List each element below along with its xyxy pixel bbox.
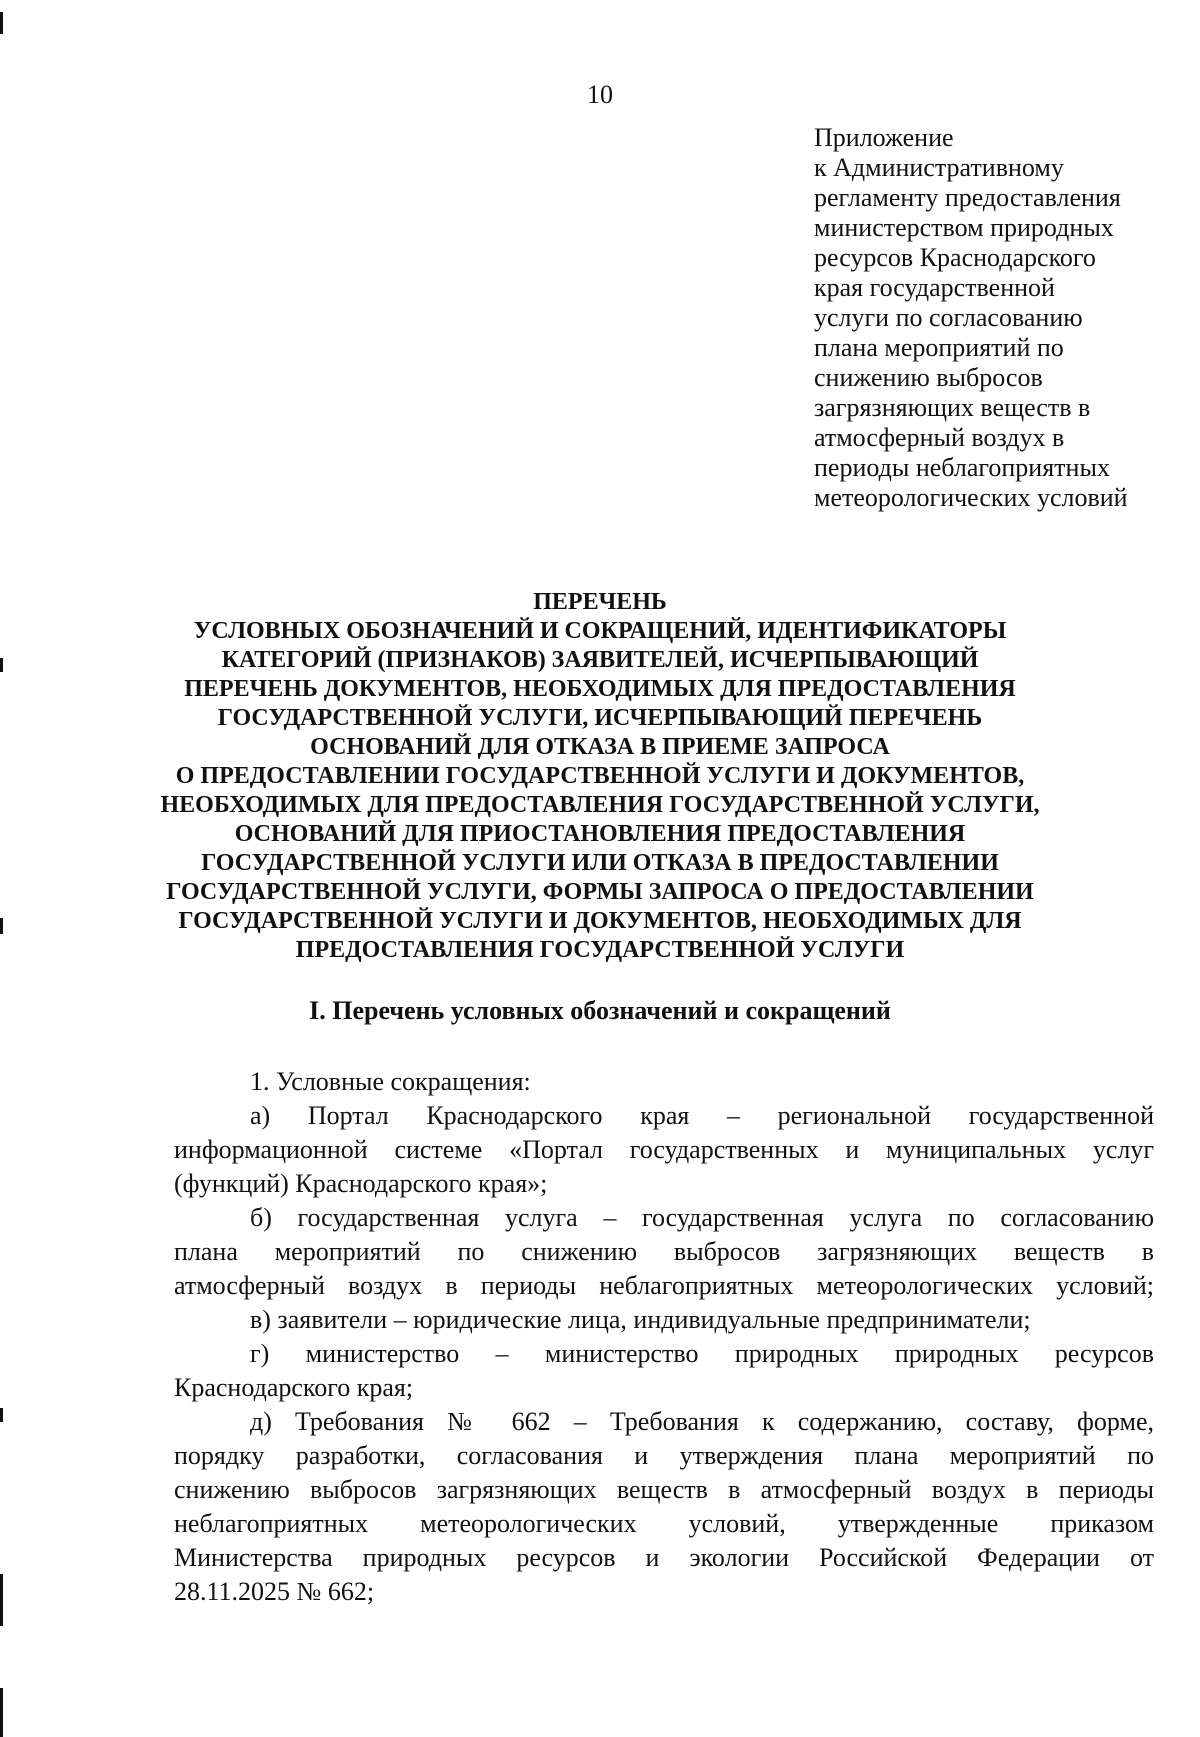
title-line: ПЕРЕЧЕНЬ ДОКУМЕНТОВ, НЕОБХОДИМЫХ ДЛЯ ПРЕДОСТАВЛЕНИЯ — [184, 676, 1016, 702]
appendix-line: ресурсов Краснодарского — [814, 243, 1096, 272]
paragraph-line: д) Требования № 662 – Требования к содержанию, составу, форме, — [250, 1407, 1154, 1436]
appendix-line: министерством природных — [814, 213, 1114, 242]
title-line: ОСНОВАНИЙ ДЛЯ ОТКАЗА В ПРИЕМЕ ЗАПРОСА — [310, 734, 890, 760]
scan-edge-mark — [0, 1574, 3, 1626]
paragraph-line: 1. Условные сокращения: — [250, 1067, 531, 1096]
scan-edge-mark — [0, 918, 3, 934]
title-line: ГОСУДАРСТВЕННОЙ УСЛУГИ, ФОРМЫ ЗАПРОСА О ПРЕДОСТАВЛЕНИИ — [166, 879, 1034, 905]
scan-edge-mark — [0, 1688, 3, 1737]
paragraph-line: г) министерство – министерство природных природных ресурсов — [250, 1339, 1154, 1368]
appendix-line: загрязняющих веществ в — [814, 393, 1091, 422]
paragraph-line: Краснодарского края; — [174, 1373, 414, 1402]
paragraph-line: в) заявители – юридические лица, индивидуальные предприниматели; — [250, 1305, 1031, 1334]
appendix-line: регламенту предоставления — [814, 183, 1121, 212]
paragraph-line: атмосферный воздух в периоды неблагоприятных метеорологических условий; — [174, 1271, 1154, 1300]
scan-edge-mark — [0, 1408, 3, 1422]
paragraph-line: а) Портал Краснодарского края – региональной государственной — [250, 1101, 1154, 1130]
scan-edge-mark — [0, 658, 3, 672]
appendix-line: к Административному — [814, 153, 1064, 182]
appendix-block — [814, 123, 1194, 513]
paragraph-line: плана мероприятий по снижению выбросов загрязняющих веществ в — [174, 1237, 1154, 1266]
appendix-line: плана мероприятий по — [814, 333, 1064, 362]
body-text — [174, 1065, 1154, 1609]
title-line: ГОСУДАРСТВЕННОЙ УСЛУГИ И ДОКУМЕНТОВ, НЕОБХОДИМЫХ ДЛЯ — [178, 908, 1022, 934]
appendix-line: атмосферный воздух в — [814, 423, 1065, 452]
paragraph-line: Министерства природных ресурсов и экологии Российской Федерации от — [174, 1543, 1154, 1572]
title-line: ПЕРЕЧЕНЬ — [533, 589, 667, 615]
paragraph-line: порядку разработки, согласования и утверждения плана мероприятий по — [174, 1441, 1154, 1470]
title-line: НЕОБХОДИМЫХ ДЛЯ ПРЕДОСТАВЛЕНИЯ ГОСУДАРСТВЕННОЙ УСЛУГИ, — [160, 792, 1040, 818]
title-line: ГОСУДАРСТВЕННОЙ УСЛУГИ ИЛИ ОТКАЗА В ПРЕДОСТАВЛЕНИИ — [201, 850, 999, 876]
title-line: ГОСУДАРСТВЕННОЙ УСЛУГИ, ИСЧЕРПЫВАЮЩИЙ ПЕРЕЧЕНЬ — [217, 705, 983, 731]
paragraph-line: информационной системе «Портал государственных и муниципальных услуг — [174, 1135, 1154, 1164]
page-number: 10 — [587, 80, 613, 109]
appendix-line: края государственной — [814, 273, 1055, 302]
document-title — [100, 588, 1100, 965]
title-line: КАТЕГОРИЙ (ПРИЗНАКОВ) ЗАЯВИТЕЛЕЙ, ИСЧЕРПЫВАЮЩИЙ — [221, 647, 979, 673]
scan-edge-mark — [0, 12, 3, 34]
paragraph-line: (функций) Краснодарского края»; — [174, 1169, 548, 1198]
appendix-line: метеорологических условий — [814, 483, 1128, 512]
appendix-line: снижению выбросов — [814, 363, 1043, 392]
paragraph-line: 28.11.2025 № 662; — [174, 1577, 375, 1606]
title-line: О ПРЕДОСТАВЛЕНИИ ГОСУДАРСТВЕННОЙ УСЛУГИ И ДОКУМЕНТОВ, — [175, 763, 1025, 789]
appendix-line: услуги по согласованию — [814, 303, 1083, 332]
appendix-line: Приложение — [814, 123, 954, 152]
title-line: УСЛОВНЫХ ОБОЗНАЧЕНИЙ И СОКРАЩЕНИЙ, ИДЕНТИФИКАТОРЫ — [193, 618, 1007, 644]
title-line: ОСНОВАНИЙ ДЛЯ ПРИОСТАНОВЛЕНИЯ ПРЕДОСТАВЛЕНИЯ — [234, 821, 966, 847]
title-line: ПРЕДОСТАВЛЕНИЯ ГОСУДАРСТВЕННОЙ УСЛУГИ — [295, 937, 905, 963]
section-heading: I. Перечень условных обозначений и сокращений — [309, 996, 891, 1025]
paragraph-line: снижению выбросов загрязняющих веществ в атмосферный воздух в периоды — [174, 1475, 1154, 1504]
paragraph-line: б) государственная услуга – государственная услуга по согласованию — [250, 1203, 1154, 1232]
appendix-line: периоды неблагоприятных — [814, 453, 1110, 482]
paragraph-line: неблагоприятных метеорологических условий, утвержденные приказом — [174, 1509, 1154, 1538]
